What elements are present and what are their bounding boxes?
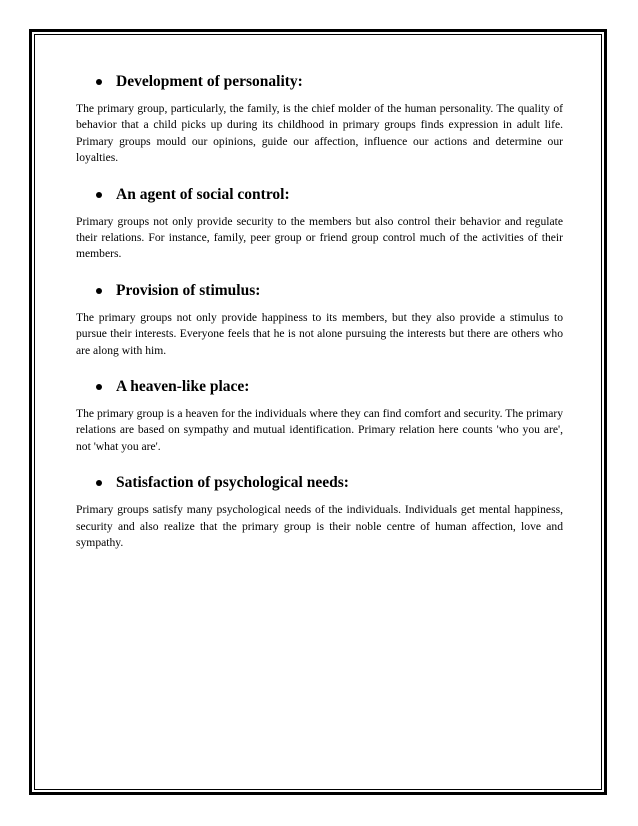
bullet-icon [96,192,102,198]
document-body [76,72,563,570]
section-paragraph: The primary groups not only provide happiness to its members, but they also provide a stimulus to pursue their interests. Everyone feels that he is not alone pursuing the interests but there are others who are along with him. [76,310,563,357]
bullet-icon [96,288,102,294]
section-heaven-like-place [76,377,563,455]
bullet-icon [96,79,102,85]
section-paragraph: The primary group, particularly, the family, is the chief molder of the human personality. The quality of behavior that a child picks up during its childhood in primary groups finds expression in adult life. Primary groups mould our opinions, guide our affection, influence our actions and determine our loyalties. [76,102,563,165]
section-heading [76,72,563,92]
section-heading-text: Provision of stimulus: [116,281,261,299]
section-paragraph: Primary groups satisfy many psychological needs of the individuals. Individuals get mental happiness, security and also realize that the primary group is their noble centre of human affection, love and sympathy. [76,503,563,550]
section-paragraph: The primary group is a heaven for the individuals where they can find comfort and security. The primary relations are based on sympathy and mutual identification. Primary relation here counts 'who you are', not 'what you are'. [76,407,563,453]
section-development-of-personality [76,72,563,167]
section-agent-of-social-control [76,185,563,263]
section-psychological-needs [76,473,563,551]
section-heading-text: A heaven-like place: [116,378,250,396]
section-heading [76,473,563,493]
section-heading-text: An agent of social control: [116,185,290,203]
section-provision-of-stimulus [76,281,563,359]
section-heading [76,377,563,397]
section-heading-text: Satisfaction of psychological needs: [116,474,349,492]
section-heading [76,281,563,301]
section-paragraph: Primary groups not only provide security to the members but also control their behavior and regulate their relations. For instance, family, peer group or friend group control much of the activities of their members. [76,214,563,261]
section-heading [76,185,563,205]
section-heading-text: Development of personality: [116,73,303,90]
bullet-icon [96,384,102,390]
bullet-icon [96,480,102,486]
